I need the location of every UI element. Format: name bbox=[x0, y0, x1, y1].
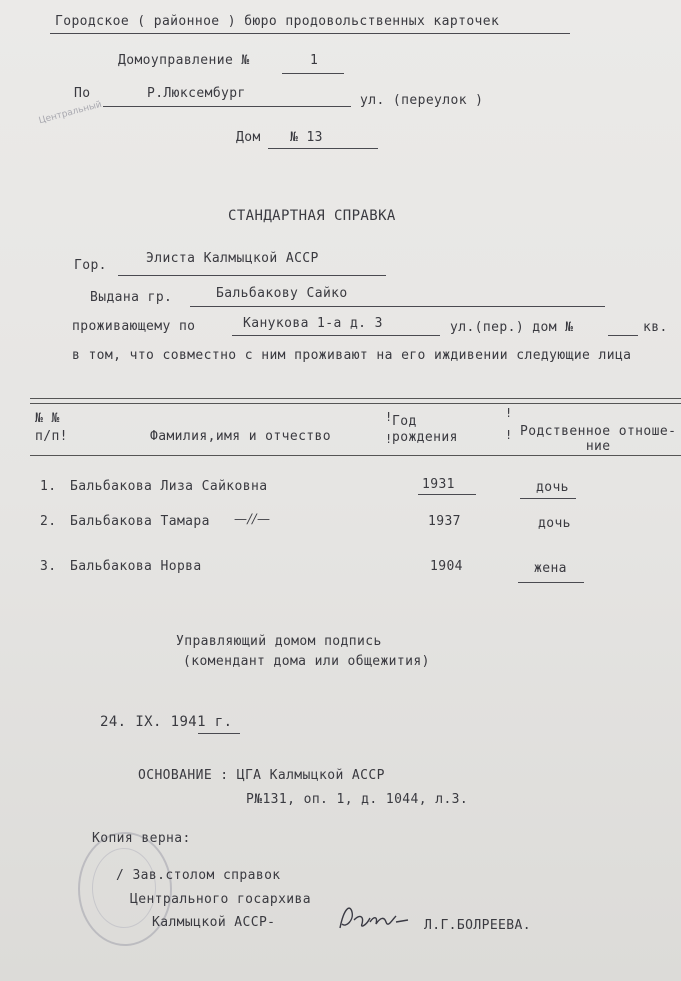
gor-underline bbox=[118, 275, 386, 276]
street-suffix: ул. (переулок ) bbox=[360, 93, 484, 108]
street-underline bbox=[103, 106, 351, 107]
col-header-name: Фамилия,имя и отчество bbox=[150, 429, 331, 444]
prozh-value: Канукова 1-а д. 3 bbox=[243, 316, 383, 331]
row1-year: 1931 bbox=[422, 477, 455, 492]
row2-num: 2. bbox=[40, 514, 57, 529]
vydana-value: Бальбакову Сайко bbox=[216, 286, 348, 301]
basis-ref: Р№131, оп. 1, д. 1044, л.3. bbox=[246, 792, 469, 807]
vydana-label: Выдана гр. bbox=[90, 290, 173, 305]
copy-line3: Калмыцкой АССР- bbox=[152, 915, 276, 930]
col-sep-1: ! bbox=[385, 410, 393, 424]
document-date: 24. IX. 1941 г. bbox=[100, 714, 233, 730]
document-title: СТАНДАРТНАЯ СПРАВКА bbox=[228, 208, 396, 224]
vydana-underline bbox=[190, 306, 605, 307]
col-header-relation: Родственное отноше- ние bbox=[520, 424, 677, 454]
col-header-num: № № п/п! bbox=[35, 411, 68, 444]
copy-line2: Центрального госархива bbox=[130, 892, 311, 907]
po-label: По bbox=[74, 86, 91, 101]
row3-num: 3. bbox=[40, 559, 57, 574]
copy-signer: Л.Г.БОЛРЕЕВА. bbox=[424, 918, 531, 933]
domoupr-value: 1 bbox=[310, 53, 319, 68]
gor-value: Элиста Калмыцкой АССР bbox=[146, 251, 319, 266]
row1-relation: дочь bbox=[536, 480, 569, 495]
kv-label: кв. bbox=[643, 320, 668, 335]
table-top-rule bbox=[30, 398, 681, 399]
col-sep-2b: ! bbox=[505, 428, 513, 442]
table-top-rule-2 bbox=[30, 403, 681, 404]
prozh-underline bbox=[232, 335, 440, 336]
dom-num-underline bbox=[608, 335, 638, 336]
domoupr-underline bbox=[282, 73, 344, 74]
copy-label: Копия верна: bbox=[92, 831, 191, 846]
bureau-line: Городское ( районное ) бюро продовольственных карточек bbox=[55, 14, 500, 29]
dom-value: № 13 bbox=[290, 130, 323, 145]
street-value: Р.Люксембург bbox=[147, 86, 246, 101]
row1-year-underline bbox=[418, 494, 476, 495]
date-underline bbox=[198, 733, 240, 734]
basis-label: ОСНОВАНИЕ : ЦГА Калмыцкой АССР bbox=[138, 768, 385, 783]
stamp-inner-ring bbox=[92, 848, 156, 928]
manager-line1: Управляющий домом подпись bbox=[176, 634, 382, 649]
bureau-underline bbox=[50, 33, 570, 34]
prozh-suffix: ул.(пер.) дом № bbox=[450, 320, 574, 335]
dom-label: Дом bbox=[236, 130, 261, 145]
domoupr-label: Домоуправление № bbox=[118, 53, 250, 68]
row2-ditto: —//— bbox=[234, 512, 271, 527]
row2-relation: дочь bbox=[538, 516, 571, 531]
row2-year: 1937 bbox=[428, 514, 461, 529]
v-tom-line: в том, что совместно с ним проживают на его иждивении следующие лица bbox=[72, 348, 632, 363]
row3-relation: жена bbox=[534, 561, 567, 576]
row3-year: 1904 bbox=[430, 559, 463, 574]
manager-line2: (комендант дома или общежития) bbox=[183, 654, 430, 669]
col-header-year: Год рождения bbox=[392, 414, 458, 445]
col-sep-2: ! bbox=[505, 406, 513, 420]
prozh-label: проживающему по bbox=[72, 319, 196, 334]
signature bbox=[336, 898, 416, 938]
row1-num: 1. bbox=[40, 479, 57, 494]
stamp-text: Центральный bbox=[37, 99, 103, 127]
row3-relation-underline bbox=[518, 582, 584, 583]
row3-name: Бальбакова Норва bbox=[70, 559, 202, 574]
row1-name: Бальбакова Лиза Сайковна bbox=[70, 479, 268, 494]
row1-relation-underline bbox=[520, 498, 576, 499]
dom-underline bbox=[268, 148, 378, 149]
col-sep-1b: ! bbox=[385, 432, 393, 446]
table-header-rule bbox=[30, 455, 681, 456]
row2-name: Бальбакова Тамара bbox=[70, 514, 210, 529]
gor-label: Гор. bbox=[74, 258, 107, 273]
copy-line1: / Зав.столом справок bbox=[116, 868, 281, 883]
